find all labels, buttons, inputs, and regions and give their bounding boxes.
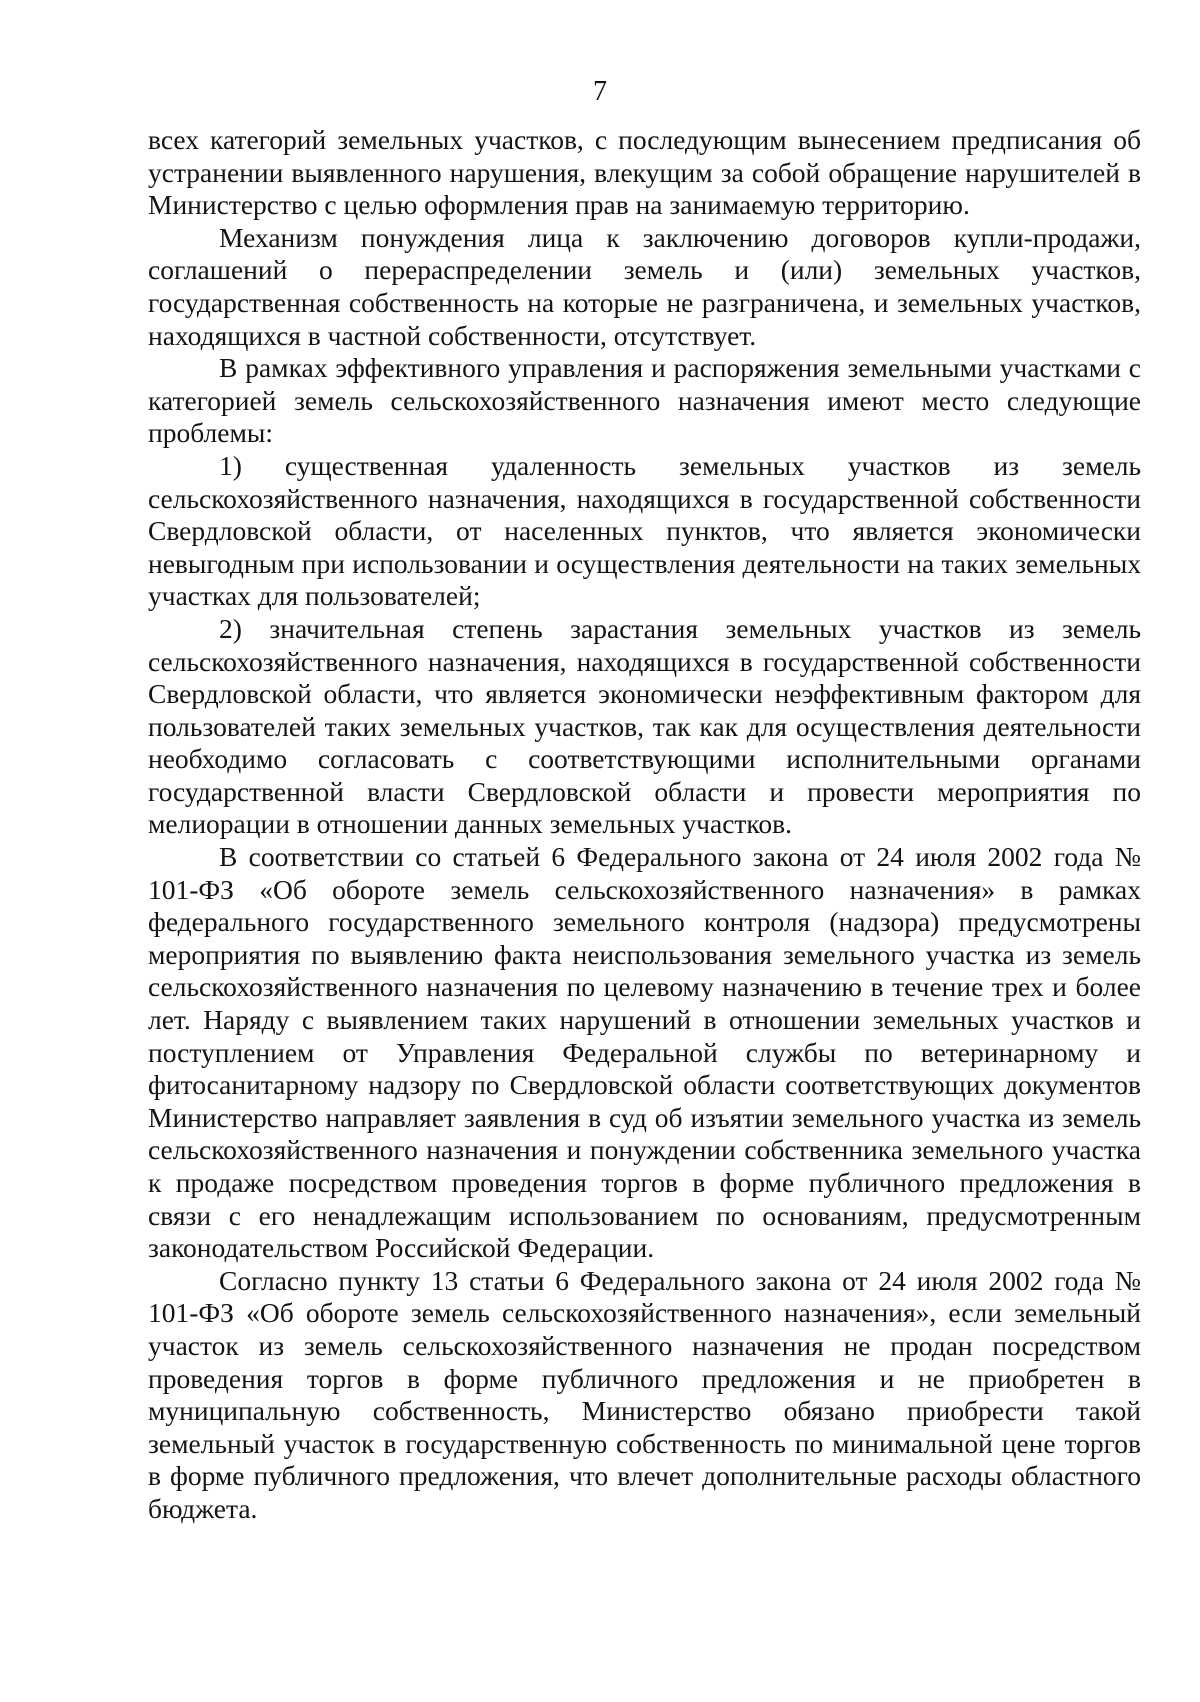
paragraph-continuation: всех категорий земельных участков, с последующим вынесением предписания об устранении выявленного нарушения, влекущим за собой обращение нарушителей в Министерство с целью оформления прав на занимаемую территорию. [148, 124, 1141, 221]
paragraph-federal-law-clause-13: Согласно пункту 13 статьи 6 Федерального закона от 24 июля 2002 года № 101-ФЗ «Об обороте земель сельскохозяйственного назначения», если земельный участок из земель сельскохозяйственного назначения не продан посредством проведения торгов в форме публичного предложения и не приобретен в муниципальную собственность, Министерство обязано приобрести такой земельный участок в государственную собственность по минимальной цене торгов в форме публичного предложения, что влечет дополнительные расходы областного бюджета. [148, 1264, 1141, 1524]
paragraph-coercion-mechanism: Механизм понуждения лица к заключению договоров купли-продажи, соглашений о перераспределении земель и (или) земельных участков, государственная собственность на которые не разграничена, и земельных участков, находящихся в частной собственности, отсутствует. [148, 221, 1141, 351]
document-body [148, 124, 1141, 1526]
paragraph-federal-law-article-6: В соответствии со статьей 6 Федерального закона от 24 июля 2002 года № 101-ФЗ «Об обороте земель сельскохозяйственного назначения» в рамках федерального государственного земельного контроля (надзора) предусмотрены мероприятия по выявлению факта неиспользования земельного участка из земель сельскохозяйственного назначения по целевому назначению в течение трех и более лет. Наряду с выявлением таких нарушений в отношении земельных участков и поступлением от Управления Федеральной службы по ветеринарному и фитосанитарному надзору по Свердловской области соответствующих документов Министерство направляет заявления в суд об изъятии земельного участка из земель сельскохозяйственного назначения и понуждении собственника земельного участка к продаже посредством проведения торгов в форме публичного предложения в связи с его ненадлежащим использованием по основаниям, предусмотренным законодательством Российской Федерации. [148, 841, 1141, 1264]
paragraph-problem-2: 2) значительная степень зарастания земельных участков из земель сельскохозяйственного назначения, находящихся в государственной собственности Свердловской области, что является экономически неэффективным фактором для пользователей таких земельных участков, так как для осуществления деятельности необходимо согласовать с соответствующими исполнительными органами государственной власти Свердловской области и провести мероприятия по мелиорации в отношении данных земельных участков. [148, 612, 1141, 840]
paragraph-problems-intro: В рамках эффективного управления и распоряжения земельными участками с категорией земель сельскохозяйственного назначения имеют место следующие проблемы: [148, 352, 1141, 449]
page-number: 7 [593, 76, 607, 107]
paragraph-problem-1: 1) существенная удаленность земельных участков из земель сельскохозяйственного назначения, находящихся в государственной собственности Свердловской области, от населенных пунктов, что является экономически невыгодным при использовании и осуществления деятельности на таких земельных участках для пользователей; [148, 449, 1141, 612]
